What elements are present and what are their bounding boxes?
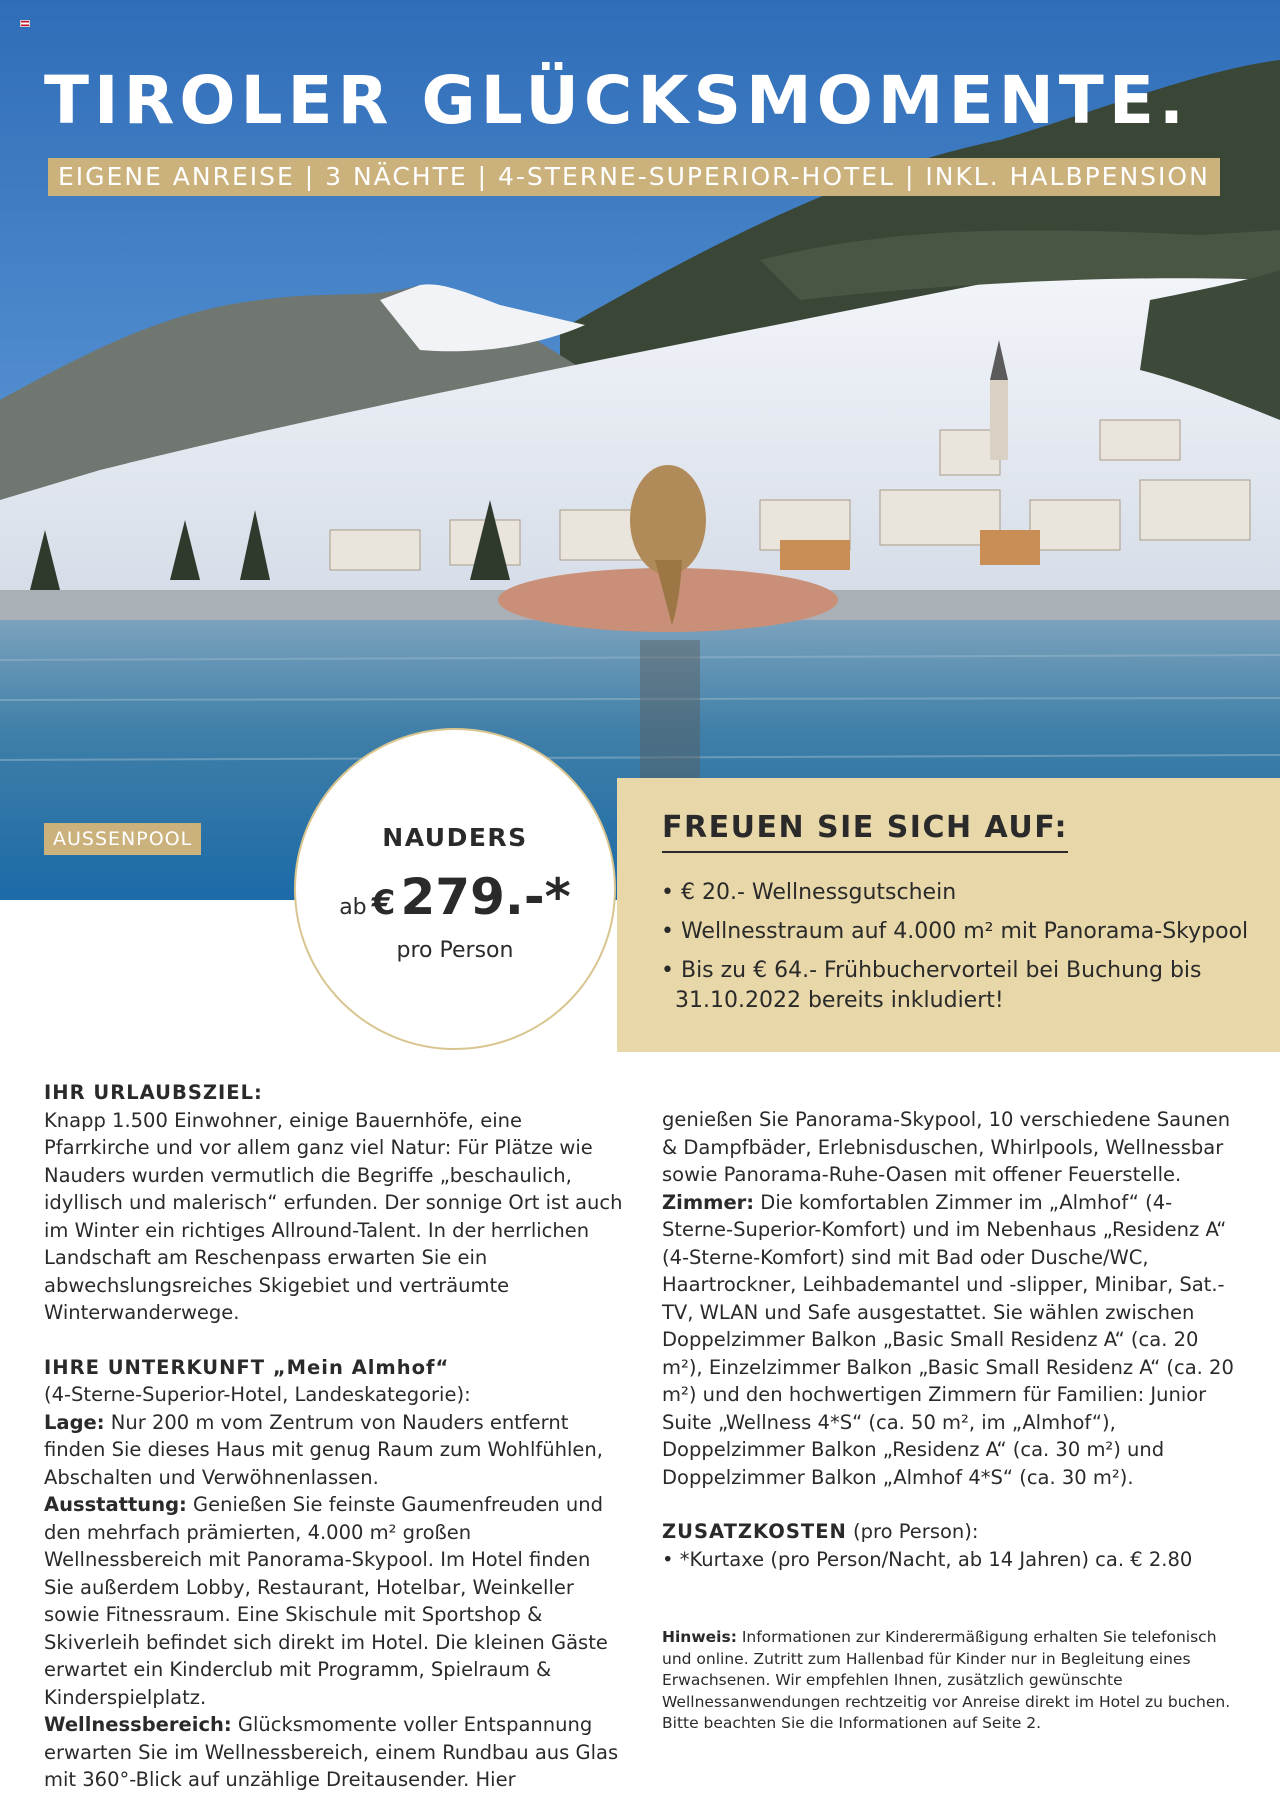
page-title: TIROLER GLÜCKSMOMENTE. bbox=[44, 62, 1189, 139]
location-text: Nur 200 m vom Zentrum von Nauders entfernt finden Sie dieses Haus mit genug Raum zum Wohlfühlen, Abschalten und Verwöhnenlassen. bbox=[44, 1410, 603, 1489]
accommodation-category: (4-Sterne-Superior-Hotel, Landeskategorie): bbox=[44, 1383, 471, 1406]
wellness-label: Wellnessbereich: bbox=[44, 1713, 232, 1736]
price-currency: € bbox=[371, 883, 396, 923]
flag-icon bbox=[20, 20, 30, 27]
highlights-panel bbox=[617, 778, 1280, 1052]
trip-summary-banner: EIGENE ANREISE | 3 NÄCHTE | 4-STERNE-SUPERIOR-HOTEL | INKL. HALBPENSION bbox=[48, 158, 1220, 196]
price-unit: pro Person bbox=[396, 938, 514, 963]
wellness-text: Glücksmomente voller Entspannung erwarten Sie im Wellnessbereich, einem Rundbau aus Glas mit 360°-Blick auf unzählige Dreitausender. Hier bbox=[44, 1713, 619, 1791]
destination-name: NAUDERS bbox=[382, 823, 528, 852]
price-amount: 279.-* bbox=[400, 868, 571, 926]
facilities-text: Genießen Sie feinste Gaumenfreuden und den mehrfach prämierten, 4.000 m² großen Wellnessbereich mit Panorama-Skypool. Im Hotel finden Sie außerdem Lobby, Restaurant, Hotelbar, Weinkeller sowie Fitnessraum. Eine Skischule mit Sportshop & Skiverleih befindet sich direkt im Hotel. Die kleinen Gäste erwartet ein Kinderclub mit Programm, Spielraum & Kinderspielplatz. bbox=[44, 1493, 608, 1709]
highlight-item: • € 20.- Wellnessgutschein bbox=[661, 880, 957, 905]
location-label: Lage: bbox=[44, 1410, 105, 1434]
highlights-heading: FREUEN SIE SICH AUF: bbox=[662, 810, 1068, 853]
text-column-right bbox=[662, 1106, 1242, 1573]
facilities-paragraph bbox=[44, 1491, 624, 1711]
extra-costs-heading: ZUSATZKOSTEN bbox=[662, 1520, 847, 1543]
notice-label: Hinweis: bbox=[662, 1628, 737, 1646]
price-badge bbox=[294, 728, 616, 1050]
extra-cost-item: • *Kurtaxe (pro Person/Nacht, ab 14 Jahren) ca. € 2.80 bbox=[662, 1547, 1193, 1571]
price-prefix: ab bbox=[339, 895, 367, 920]
facilities-label: Ausstattung: bbox=[44, 1493, 187, 1516]
location-paragraph bbox=[44, 1409, 624, 1492]
rooms-label: Zimmer: bbox=[662, 1190, 755, 1214]
extra-costs-heading-suffix: (pro Person): bbox=[846, 1520, 979, 1543]
extra-costs-heading-line bbox=[662, 1518, 1242, 1546]
notice bbox=[662, 1627, 1242, 1735]
rooms-text: Die komfortablen Zimmer im „Almhof“ (4-Sterne-Superior-Komfort) und im Nebenhaus „Residenz A“ (4-Sterne-Komfort) sind mit Bad oder Dusche/WC, Haartrockner, Leihbademantel und -slipper, Minibar, Sat.-TV, WLAN und Safe ausgestattet. Sie wählen zwischen Doppelzimmer Balkon „Basic Small Residenz A“ (ca. 20 m²), Einzelzimmer Balkon „Basic Small Residenz A“ (ca. 20 m²) und den hochwertigen Zimmern für Familien: Junior Suite „Wellness 4*S“ (ca. 50 m², im „Almhof“), Doppelzimmer Balkon „Residenz A“ (ca. 30 m²) und Doppelzimmer Balkon „Almhof 4*S“ (ca. 30 m²). bbox=[662, 1190, 1234, 1489]
destination-text: Knapp 1.500 Einwohner, einige Bauernhöfe, eine Pfarrkirche und vor allem ganz viel Natur: Für Plätze wie Nauders wurden vermutlich die Begriffe „beschaulich, idyllisch und malerisch“ erfunden. Der sonnige Ort ist auch im Winter ein richtiges Allround-Talent. In der herrlichen Landschaft am Reschenpass erwarten Sie ein abwechslungsreiches Skigebiet und verträumte Winterwanderwege. bbox=[44, 1108, 623, 1324]
rooms-paragraph bbox=[662, 1189, 1242, 1492]
text-column-left bbox=[44, 1079, 624, 1794]
destination-heading: IHR URLAUBSZIEL: bbox=[44, 1081, 263, 1104]
wellness-paragraph bbox=[44, 1711, 624, 1794]
notice-text: Informationen zur Kinderermäßigung erhalten Sie telefonisch und online. Zutritt zum Hallenbad für Kinder nur in Begleitung eines Erwachsenen. Wir empfehlen Ihnen, zusätzlich gewünschte Wellnessanwendungen rechtzeitig vor Anreise direkt im Hotel zu buchen. Bitte beachten Sie die Informationen auf Seite 2. bbox=[662, 1628, 1231, 1732]
highlights-list bbox=[661, 878, 1261, 1025]
highlight-item: • Wellnesstraum auf 4.000 m² mit Panorama-Skypool bbox=[661, 919, 1249, 944]
highlight-item: • Bis zu € 64.- Frühbuchervorteil bei Buchung bis 31.10.2022 bereits inkludiert! bbox=[661, 958, 1202, 1013]
photo-caption-badge: AUSSENPOOL bbox=[44, 823, 201, 855]
wellness-text-continued: genießen Sie Panorama-Skypool, 10 verschiedene Saunen & Dampfbäder, Erlebnisduschen, Whirlpools, Wellnessbar sowie Panorama-Ruhe-Oasen mit offener Feuerstelle. bbox=[662, 1108, 1231, 1186]
accommodation-heading: IHRE UNTERKUNFT „Mein Almhof“ bbox=[44, 1355, 450, 1379]
price bbox=[296, 868, 614, 926]
